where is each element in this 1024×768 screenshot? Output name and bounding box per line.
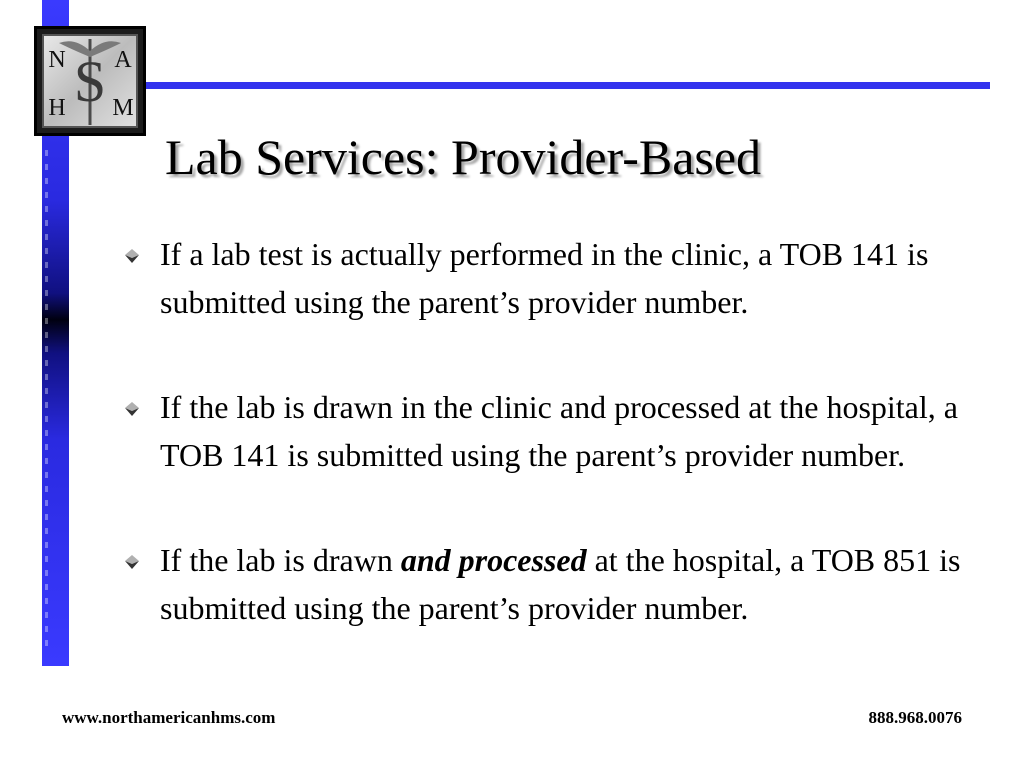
bullet-text-before: If the lab is drawn bbox=[160, 542, 401, 578]
accent-bar-dashes bbox=[45, 150, 48, 650]
bullet-text: If a lab test is actually performed in the clinic, a TOB 141 is submitted using the parent’s provider number. bbox=[160, 236, 929, 320]
diamond-arrow-bullet-icon bbox=[124, 248, 140, 264]
footer-website: www.northamericanhms.com bbox=[62, 708, 276, 727]
bullet-item bbox=[160, 383, 970, 479]
footer-phone: 888.968.0076 bbox=[868, 708, 962, 727]
logo-letter-n: N bbox=[48, 47, 66, 73]
logo-letter-a: A bbox=[114, 47, 132, 73]
diamond-arrow-bullet-icon bbox=[124, 401, 140, 417]
bullet-text: If the lab is drawn in the clinic and processed at the hospital, a TOB 141 is submitted using the parent’s provider number. bbox=[160, 389, 958, 473]
bullet-text-emphasis: and processed bbox=[400, 542, 587, 578]
slide-title: Lab Services: Provider-Based bbox=[165, 129, 762, 185]
top-accent-rule bbox=[42, 82, 990, 89]
logo-center-glyph: S bbox=[73, 49, 107, 114]
logo-letter-h: H bbox=[48, 95, 66, 121]
logo-letter-m: M bbox=[112, 95, 134, 121]
bullet-item bbox=[160, 536, 970, 632]
bullet-item bbox=[160, 230, 970, 326]
nahm-logo bbox=[34, 26, 146, 136]
diamond-arrow-bullet-icon bbox=[124, 554, 140, 570]
logo-mark bbox=[37, 29, 143, 133]
bullet-text-after: at the hospital, a TOB 851 is submitted using the parent’s provider number. bbox=[160, 542, 961, 626]
